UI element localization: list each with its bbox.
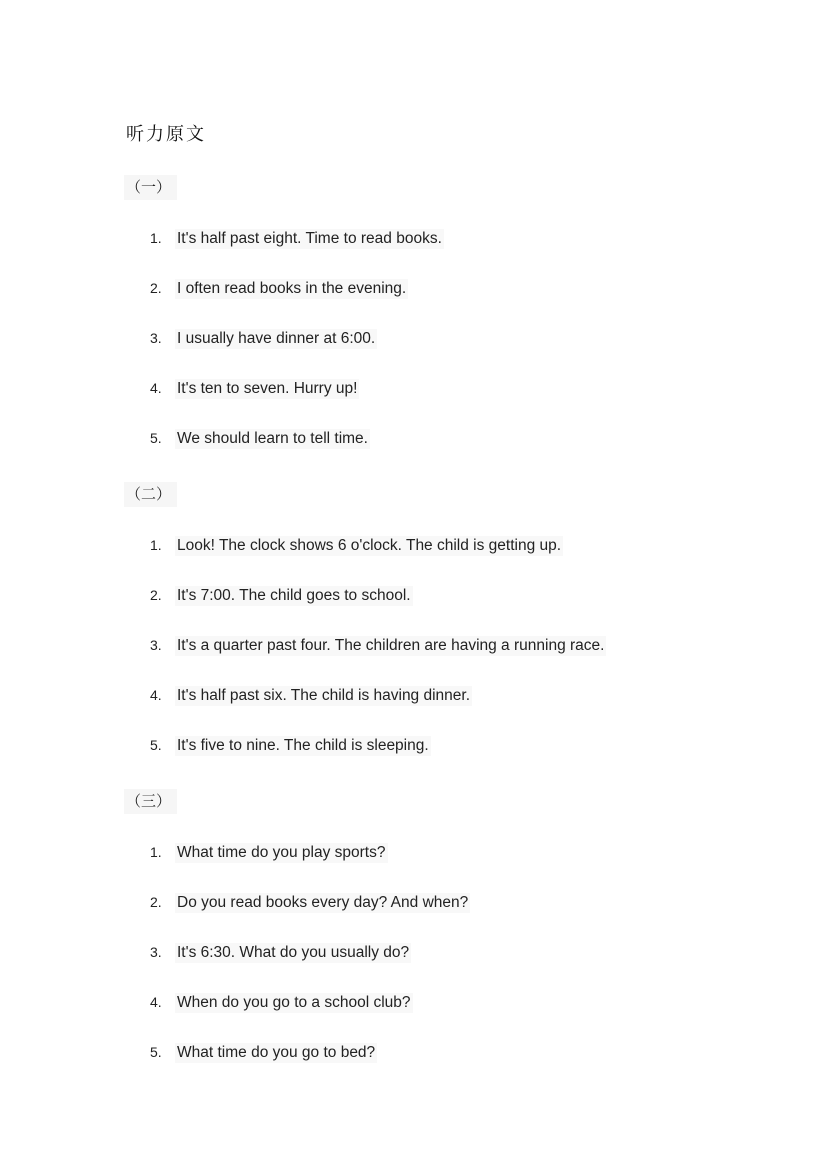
list-item <box>150 429 370 449</box>
item-number: 5. <box>150 737 162 753</box>
item-number: 2. <box>150 280 162 296</box>
item-number: 4. <box>150 380 162 396</box>
list-item <box>150 993 413 1013</box>
list-item <box>150 1043 377 1063</box>
item-text: It's five to nine. The child is sleeping. <box>177 737 429 754</box>
section-label-1: （一） <box>124 175 177 200</box>
item-text: It's ten to seven. Hurry up! <box>177 380 358 397</box>
item-number: 4. <box>150 994 162 1010</box>
list-item <box>150 279 408 299</box>
list-item <box>150 329 377 349</box>
item-number: 1. <box>150 537 162 553</box>
item-text: We should learn to tell time. <box>177 430 368 447</box>
list-item <box>150 379 359 399</box>
list-item <box>150 229 444 249</box>
item-text: I usually have dinner at 6:00. <box>177 330 376 347</box>
item-text: It's a quarter past four. The children are having a running race. <box>177 637 605 654</box>
item-text: It's 6:30. What do you usually do? <box>177 944 410 961</box>
section-label-2: （二） <box>124 482 177 507</box>
item-number: 3. <box>150 944 162 960</box>
item-text: When do you go to a school club? <box>177 994 411 1011</box>
list-item <box>150 843 388 863</box>
page-title: 听力原文 <box>126 124 206 145</box>
list-item <box>150 943 411 963</box>
item-text: It's half past six. The child is having dinner. <box>177 687 471 704</box>
list-item <box>150 586 413 606</box>
list-item <box>150 893 470 913</box>
section-label-3: （三） <box>124 789 177 814</box>
item-number: 3. <box>150 330 162 346</box>
item-number: 5. <box>150 430 162 446</box>
item-number: 3. <box>150 637 162 653</box>
item-number: 1. <box>150 230 162 246</box>
item-text: Do you read books every day? And when? <box>177 894 469 911</box>
item-text: Look! The clock shows 6 o'clock. The child is getting up. <box>177 537 562 554</box>
item-text: What time do you go to bed? <box>177 1044 376 1061</box>
item-number: 2. <box>150 587 162 603</box>
item-text: What time do you play sports? <box>177 844 386 861</box>
item-text: It's half past eight. Time to read books. <box>177 230 442 247</box>
item-number: 2. <box>150 894 162 910</box>
item-number: 5. <box>150 1044 162 1060</box>
item-number: 1. <box>150 844 162 860</box>
list-item <box>150 736 431 756</box>
list-item <box>150 686 472 706</box>
list-item <box>150 636 606 656</box>
item-text: It's 7:00. The child goes to school. <box>177 587 411 604</box>
list-item <box>150 536 563 556</box>
item-number: 4. <box>150 687 162 703</box>
item-text: I often read books in the evening. <box>177 280 407 297</box>
